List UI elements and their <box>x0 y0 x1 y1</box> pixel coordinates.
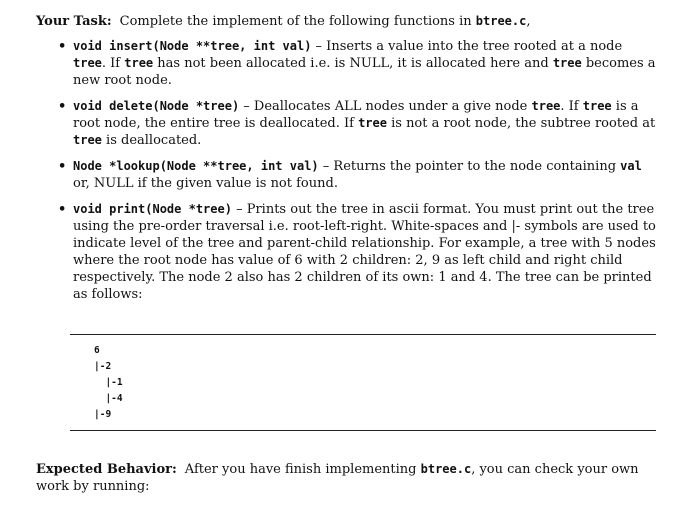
description-text: is not a root node, the subtree rooted at <box>386 116 656 131</box>
function-signature: void print(Node *tree) <box>73 202 232 216</box>
function-item <box>58 201 658 303</box>
function-item <box>58 98 658 149</box>
expected-paragraph <box>36 461 660 495</box>
tree-line: |-1 <box>94 377 123 388</box>
function-item <box>58 38 658 89</box>
code-term: val <box>620 159 642 173</box>
task-label: Your Task: <box>36 14 112 29</box>
expected-file: btree.c <box>420 462 472 476</box>
bullet-icon: • <box>58 202 67 217</box>
description-text: – Deallocates ALL nodes under a give node <box>239 99 532 114</box>
code-term: tree <box>552 56 582 70</box>
expected-label: Expected Behavior: <box>36 462 177 477</box>
function-list <box>58 38 658 312</box>
function-signature: void insert(Node **tree, int val) <box>73 39 312 53</box>
task-paragraph <box>36 13 656 30</box>
bullet-icon: • <box>58 39 67 54</box>
description-text: – Prints out the tree in ascii format. You must print out the tree using the pre-order traversal i.e. root-left-right. White-spaces and |- symbols are used to indicate level of the tree and parent-child relationship. For example, a tree with 5 nodes where the root node has value of 6 with 2 children: 2, 9 as left child and right child respectively. The node 2 also has 2 children of its own: 1 and 4. The tree can be printed as follows: <box>73 202 656 302</box>
description-text: is a root node, the entire tree is deallocated. If <box>73 99 639 131</box>
description-text: . If <box>560 99 583 114</box>
code-term: tree <box>358 116 387 130</box>
description-text: . If <box>101 56 125 71</box>
description-text: is deallocated. <box>101 133 202 148</box>
tree-line: 6 <box>94 345 100 356</box>
description-text: or, NULL if the given value is not found. <box>73 176 338 191</box>
description-text: becomes a new root node. <box>73 56 656 88</box>
expected-text-end: , you can check your own work by running: <box>36 462 639 494</box>
tree-output <box>94 343 123 423</box>
task-text-end: , <box>526 14 531 29</box>
function-item <box>58 158 658 192</box>
code-term: tree <box>73 56 102 70</box>
expected-text: After you have finish implementing <box>184 462 421 477</box>
tree-line: |-2 <box>94 361 112 372</box>
task-file: btree.c <box>475 14 527 28</box>
tree-line: |-9 <box>94 409 112 420</box>
code-rule-top <box>70 334 656 335</box>
bullet-icon: • <box>58 159 67 174</box>
task-text: Complete the implement of the following functions in <box>119 14 476 29</box>
code-term: tree <box>531 99 561 113</box>
function-signature: Node *lookup(Node **tree, int val) <box>73 159 319 173</box>
description-text: – Inserts a value into the tree rooted at a node <box>311 39 623 54</box>
description-text: has not been allocated i.e. is NULL, it is allocated here and <box>153 56 553 71</box>
function-signature: void delete(Node *tree) <box>73 99 240 113</box>
tree-line: |-4 <box>94 393 123 404</box>
bullet-icon: • <box>58 99 67 114</box>
description-text: – Returns the pointer to the node containing <box>318 159 621 174</box>
code-rule-bottom <box>70 430 656 431</box>
code-term: tree <box>73 133 102 147</box>
code-term: tree <box>582 99 612 113</box>
code-term: tree <box>124 56 154 70</box>
